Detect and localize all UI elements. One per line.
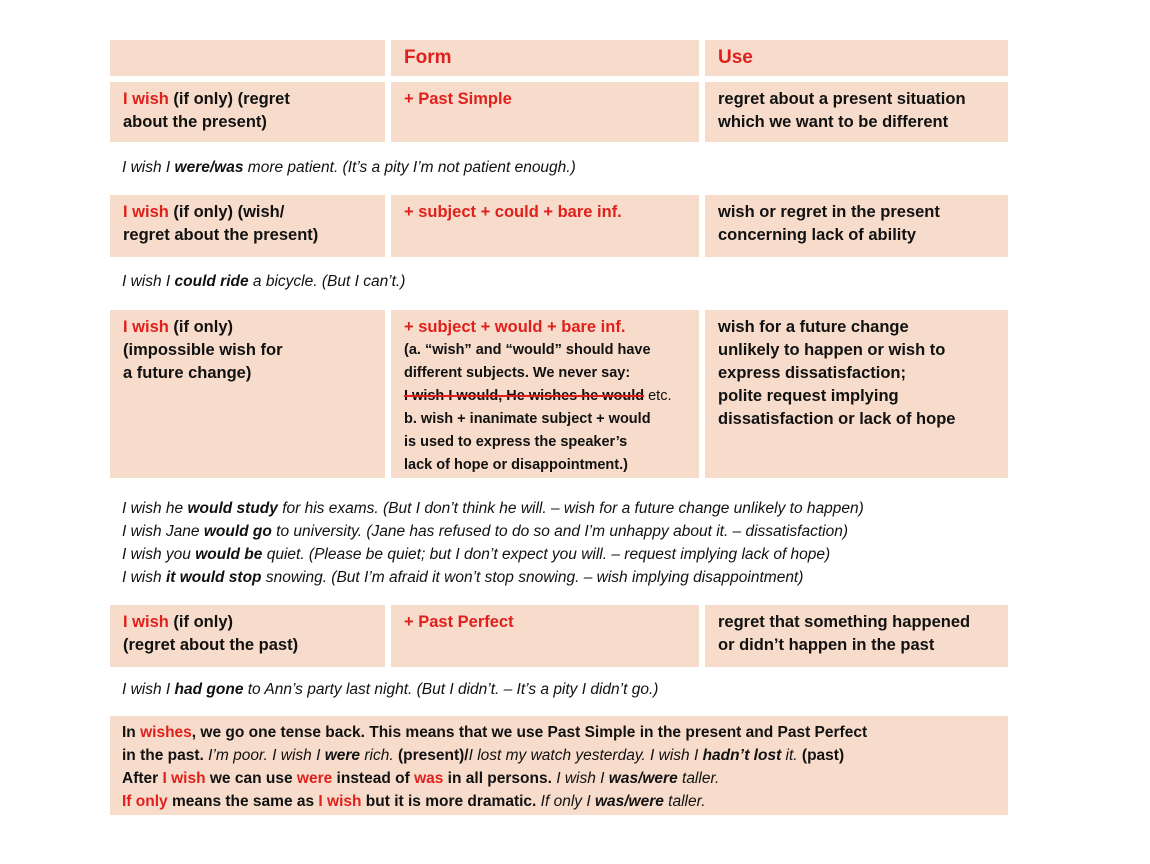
summary-l4-ic: taller. xyxy=(663,793,706,810)
row4-structure-text-a: (if only) xyxy=(168,613,233,631)
row2-use xyxy=(705,195,1008,257)
example-7-c: to Ann’s party last night. (But I didn’t. – It’s a pity I didn’t go.) xyxy=(243,681,659,698)
summary-l2-b: (present)/ xyxy=(393,747,469,764)
summary-l1-b: , we go one tense back. This means that we use Past Simple in the present and Past Perfect xyxy=(191,724,868,741)
row1-structure-text-a: (if only) (regret xyxy=(168,90,290,108)
example-5 xyxy=(122,544,830,567)
example-4-c: to university. (Jane has refused to do so and I’m unhappy about it. – dissatisfaction) xyxy=(271,523,848,540)
summary-l2-i1c: rich. xyxy=(360,747,394,764)
summary-l4-b: but it is more dramatic. xyxy=(361,793,541,810)
row3-note-struck-example: I wish I would, He wishes he would xyxy=(404,388,645,404)
row1-form: + Past Simple xyxy=(391,82,699,142)
example-5-a: I wish you xyxy=(122,546,196,563)
row4-structure-text-b: (regret about the past) xyxy=(123,636,299,654)
summary-l2-italic-1 xyxy=(208,747,394,764)
row3-structure-text-b: (impossible wish for xyxy=(123,341,283,359)
row1-structure-text-b: about the present) xyxy=(123,113,267,131)
summary-l4-red2: I wish xyxy=(318,793,362,810)
header-form: Form xyxy=(391,40,699,76)
row2-form: + subject + could + bare inf. xyxy=(391,195,699,257)
summary-l3-ib: was/were xyxy=(608,770,678,787)
summary-l4-italic xyxy=(541,793,706,810)
row2-structure-red: I wish xyxy=(123,203,169,221)
example-1-b: were/was xyxy=(174,159,244,176)
example-3-b: would study xyxy=(187,500,278,517)
row2-use-b: concerning lack of ability xyxy=(718,226,917,244)
summary-l1-red: wishes xyxy=(140,724,192,741)
row4-use-a: regret that something happened xyxy=(718,613,971,631)
summary-l2-italic-2 xyxy=(469,747,798,764)
row3-note-b1: b. wish + inanimate subject + would xyxy=(404,411,651,427)
summary-l3-c: instead of xyxy=(332,770,415,787)
summary-l1-a: In xyxy=(122,724,141,741)
row4-structure xyxy=(110,605,385,667)
summary-l3-d: in all persons. xyxy=(443,770,557,787)
example-1 xyxy=(122,157,576,180)
row3-use-a: wish for a future change xyxy=(718,318,909,336)
row4-use xyxy=(705,605,1008,667)
summary-line-1 xyxy=(122,721,1008,744)
example-1-a: I wish I xyxy=(122,159,175,176)
summary-line-2 xyxy=(122,744,1008,767)
row3-structure-text-c: a future change) xyxy=(123,364,252,382)
row3-note-etc: etc. xyxy=(644,388,672,404)
example-2-c: a bicycle. (But I can’t.) xyxy=(248,273,406,290)
summary-l3-red2: were xyxy=(296,770,333,787)
row3-use-d: polite request implying xyxy=(718,387,899,405)
example-7-a: I wish I xyxy=(122,681,175,698)
example-4-b: would go xyxy=(203,523,272,540)
summary-l4-i: If only I xyxy=(540,793,595,810)
row2-structure-text-a: (if only) (wish/ xyxy=(168,203,285,221)
summary-l3-ic: taller. xyxy=(677,770,720,787)
summary-l3-red3: was xyxy=(414,770,444,787)
row3-note-a1: (a. “wish” and “would” should have xyxy=(404,342,651,358)
summary-l2-i2b: hadn’t lost xyxy=(702,747,782,764)
summary-line-3 xyxy=(122,767,1008,790)
summary-l3-a: After xyxy=(122,770,163,787)
summary-l3-red1: I wish xyxy=(162,770,206,787)
summary-l2-c: (past) xyxy=(797,747,845,764)
row1-use-a: regret about a present situation xyxy=(718,90,966,108)
example-6-b: it would stop xyxy=(165,569,262,586)
summary-l4-red1: If only xyxy=(122,793,168,810)
row3-structure xyxy=(110,310,385,478)
row3-use-e: dissatisfaction or lack of hope xyxy=(718,410,956,428)
summary-l2-a: in the past. xyxy=(122,747,209,764)
example-3-c: for his exams. (But I don’t think he will. – wish for a future change unlikely to happen) xyxy=(277,500,864,517)
row3-use-c: express dissatisfaction; xyxy=(718,364,906,382)
row1-structure-red: I wish xyxy=(123,90,169,108)
example-1-c: more patient. (It’s a pity I’m not patient enough.) xyxy=(243,159,576,176)
row3-form-label: + subject + would + bare inf. xyxy=(404,318,626,336)
example-2-b: could ride xyxy=(174,273,249,290)
summary-l2-i1b: were xyxy=(324,747,361,764)
row3-use xyxy=(705,310,1008,478)
row3-structure-red: I wish xyxy=(123,318,169,336)
header-use: Use xyxy=(705,40,1008,76)
example-6 xyxy=(122,567,803,590)
summary-l2-i2: I lost my watch yesterday. I wish I xyxy=(468,747,703,764)
example-3 xyxy=(122,498,864,521)
example-7-b: had gone xyxy=(174,681,244,698)
grammar-reference-page xyxy=(110,40,1008,815)
summary-l3-i: I wish I xyxy=(556,770,609,787)
summary-l4-ib: was/were xyxy=(594,793,664,810)
summary-l3-italic xyxy=(556,770,719,787)
example-2-a: I wish I xyxy=(122,273,175,290)
example-5-c: quiet. (Please be quiet; but I don’t expect you will. – request implying lack of hope) xyxy=(262,546,831,563)
example-2 xyxy=(122,271,405,294)
row3-structure-text-a: (if only) xyxy=(168,318,233,336)
example-6-a: I wish xyxy=(122,569,166,586)
row3-form xyxy=(391,310,699,478)
row4-form: + Past Perfect xyxy=(391,605,699,667)
row1-use xyxy=(705,82,1008,142)
summary-l2-i2c: it. xyxy=(781,747,798,764)
header-blank-cell xyxy=(110,40,385,76)
example-6-c: snowing. (But I’m afraid it won’t stop snowing. – wish implying disappointment) xyxy=(261,569,804,586)
row1-use-b: which we want to be different xyxy=(718,113,949,131)
row2-structure-text-b: regret about the present) xyxy=(123,226,319,244)
summary-line-4 xyxy=(122,790,1008,813)
row3-note-b2: is used to express the speaker’s xyxy=(404,434,628,450)
row3-use-b: unlikely to happen or wish to xyxy=(718,341,946,359)
example-4 xyxy=(122,521,848,544)
example-3-a: I wish he xyxy=(122,500,188,517)
row3-note-b3: lack of hope or disappointment.) xyxy=(404,457,628,473)
row2-use-a: wish or regret in the present xyxy=(718,203,940,221)
row4-use-b: or didn’t happen in the past xyxy=(718,636,935,654)
row2-structure xyxy=(110,195,385,257)
row3-form-notes xyxy=(404,339,699,477)
summary-l4-a: means the same as xyxy=(167,793,319,810)
summary-l3-b: we can use xyxy=(205,770,297,787)
example-7 xyxy=(122,679,658,702)
row3-note-a2: different subjects. We never say: xyxy=(404,365,631,381)
summary-box xyxy=(110,716,1008,815)
example-5-b: would be xyxy=(195,546,263,563)
row4-structure-red: I wish xyxy=(123,613,169,631)
row1-structure xyxy=(110,82,385,142)
example-4-a: I wish Jane xyxy=(122,523,204,540)
summary-l2-i1: I’m poor. I wish I xyxy=(208,747,325,764)
